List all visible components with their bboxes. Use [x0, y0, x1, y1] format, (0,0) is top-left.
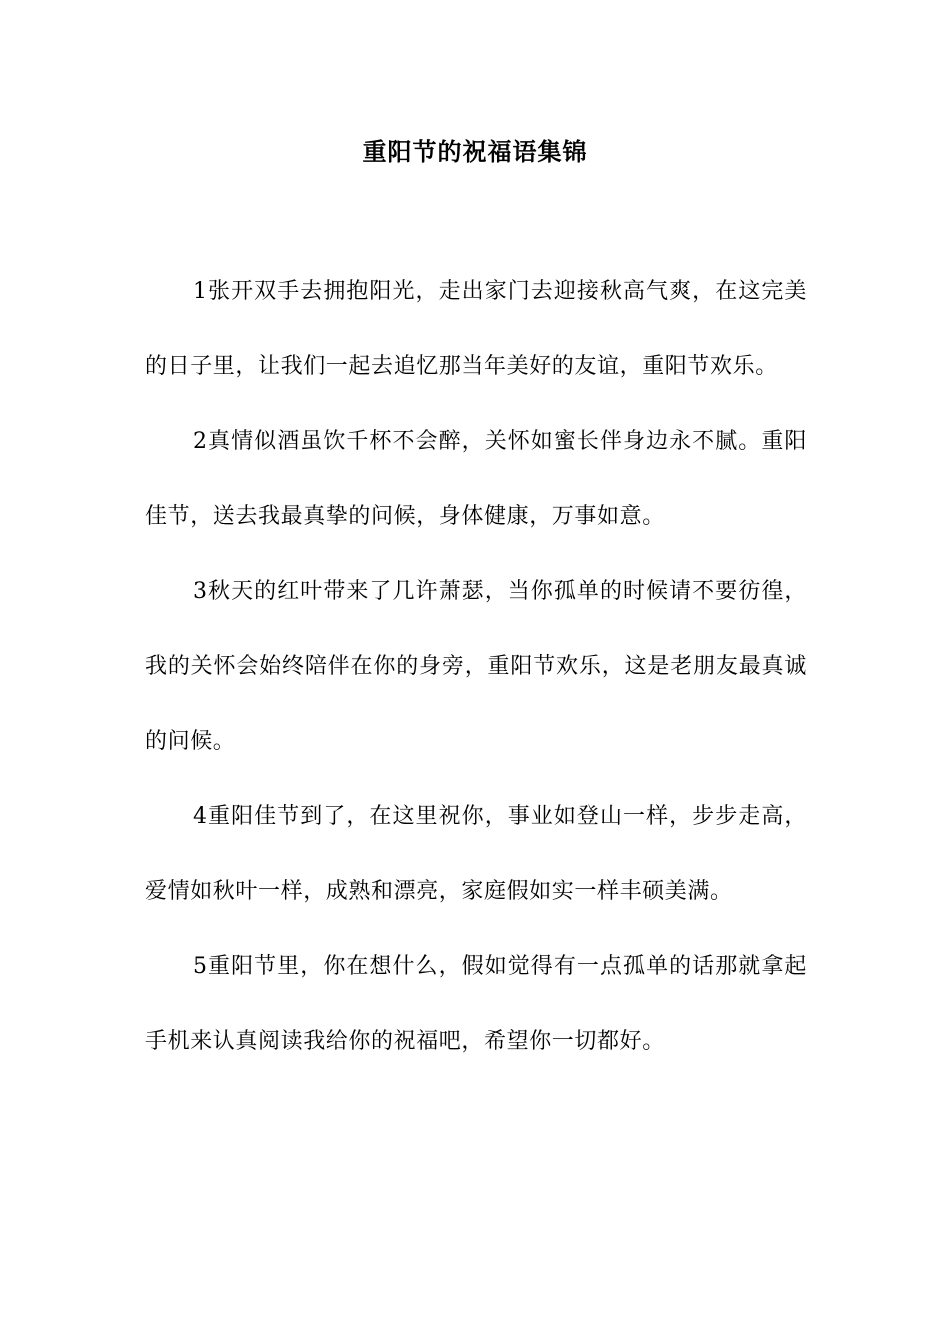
- document-title: 重阳节的祝福语集锦: [362, 137, 588, 166]
- paragraph-4: 4重阳佳节到了，在这里祝你，事业如登山一样，步步走高，爱情如秋叶一样，成熟和漂亮，家庭假如实一样丰硕美满。: [145, 804, 807, 904]
- paragraph-5: 5重阳节里，你在想什么，假如觉得有一点孤单的话那就拿起手机来认真阅读我给你的祝福吧，希望你一切都好。: [145, 954, 807, 1054]
- paragraph-2: 2真情似酒虽饮千杯不会醉，关怀如蜜长伴身边永不腻。重阳佳节，送去我最真挚的问候，身体健康，万事如意。: [145, 429, 807, 529]
- paragraph-1: 1张开双手去拥抱阳光，走出家门去迎接秋高气爽，在这完美的日子里，让我们一起去追忆那当年美好的友谊，重阳节欢乐。: [145, 279, 807, 379]
- paragraph-3: 3秋天的红叶带来了几许萧瑟，当你孤单的时候请不要彷徨，我的关怀会始终陪伴在你的身旁，重阳节欢乐，这是老朋友最真诚的问候。: [145, 579, 807, 754]
- document-body: [145, 254, 807, 1079]
